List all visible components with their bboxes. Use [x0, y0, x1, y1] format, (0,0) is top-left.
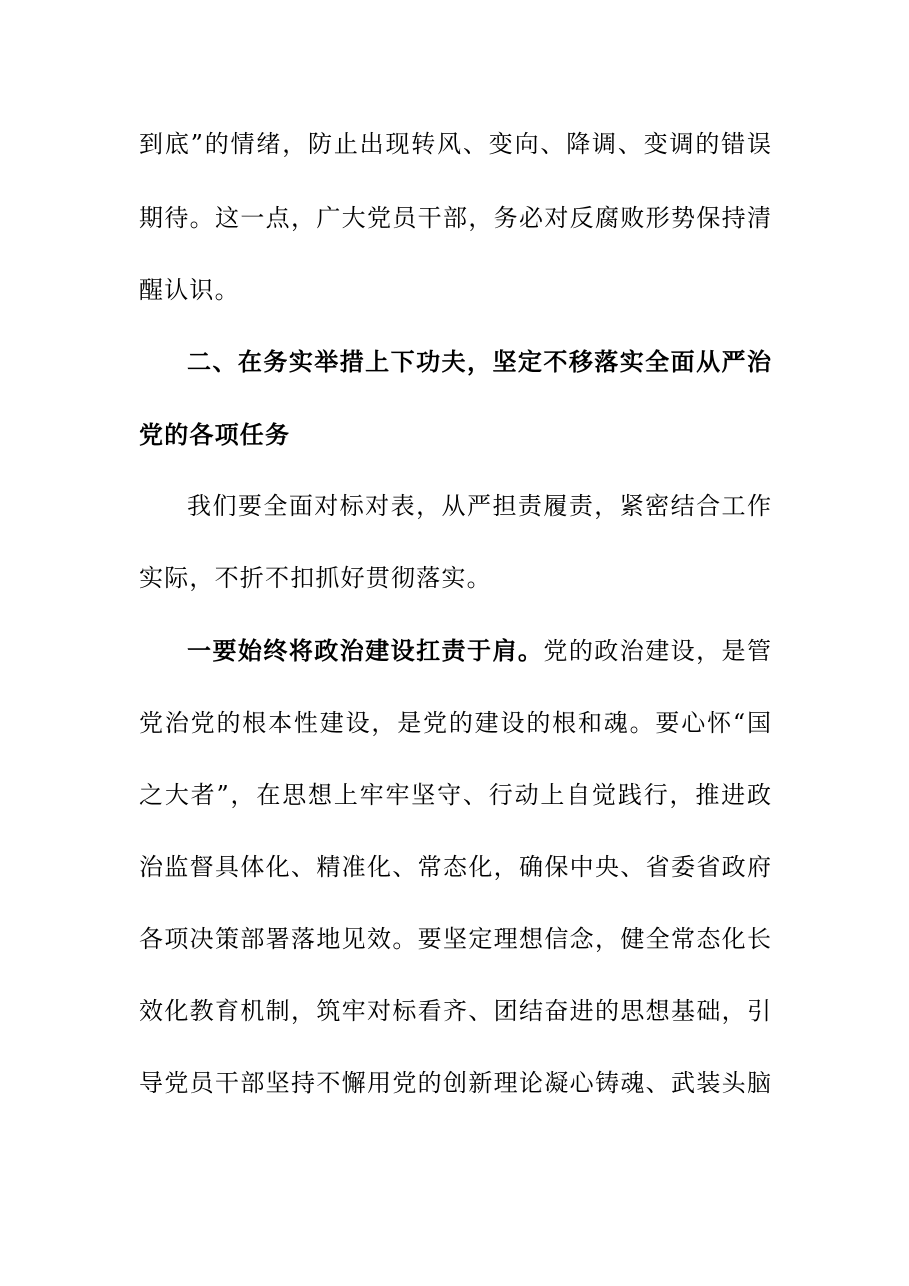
text-line: 党治党的根本性建设，是党的建设的根和魂。要心怀“国 [139, 709, 771, 737]
text-line: 我们要全面对标对表，从严担责履责，紧密结合工作 [187, 492, 771, 520]
section-heading-line: 党的各项任务 [139, 420, 291, 449]
text-line: 醒认识。 [139, 276, 240, 304]
section-heading-line: 二、在务实举措上下功夫，坚定不移落实全面从严治 [187, 347, 771, 376]
text-line: 到底”的情绪，防止出现转风、变向、降调、变调的错误 [139, 130, 771, 158]
point-lead-rest: 党的政治建设，是管 [543, 637, 772, 665]
point-lead: 一要始终将政治建设扛责于肩。 [187, 636, 544, 665]
text-line: 之大者”，在思想上牢牢坚守、行动上自觉践行，推进政 [139, 781, 771, 809]
text-line: 各项决策部署落地见效。要坚定理想信念，健全常态化长 [139, 925, 771, 953]
point-first-line [187, 631, 771, 671]
text-line: 期待。这一点，广大党员干部，务必对反腐败形势保持清 [139, 204, 771, 232]
text-line: 实际，不折不扣抓好贯彻落实。 [139, 564, 492, 592]
text-line: 导党员干部坚持不懈用党的创新理论凝心铸魂、武装头脑 [139, 1069, 771, 1097]
text-line: 效化教育机制，筑牢对标看齐、团结奋进的思想基础，引 [139, 997, 771, 1025]
text-line: 治监督具体化、精准化、常态化，确保中央、省委省政府 [139, 853, 771, 881]
